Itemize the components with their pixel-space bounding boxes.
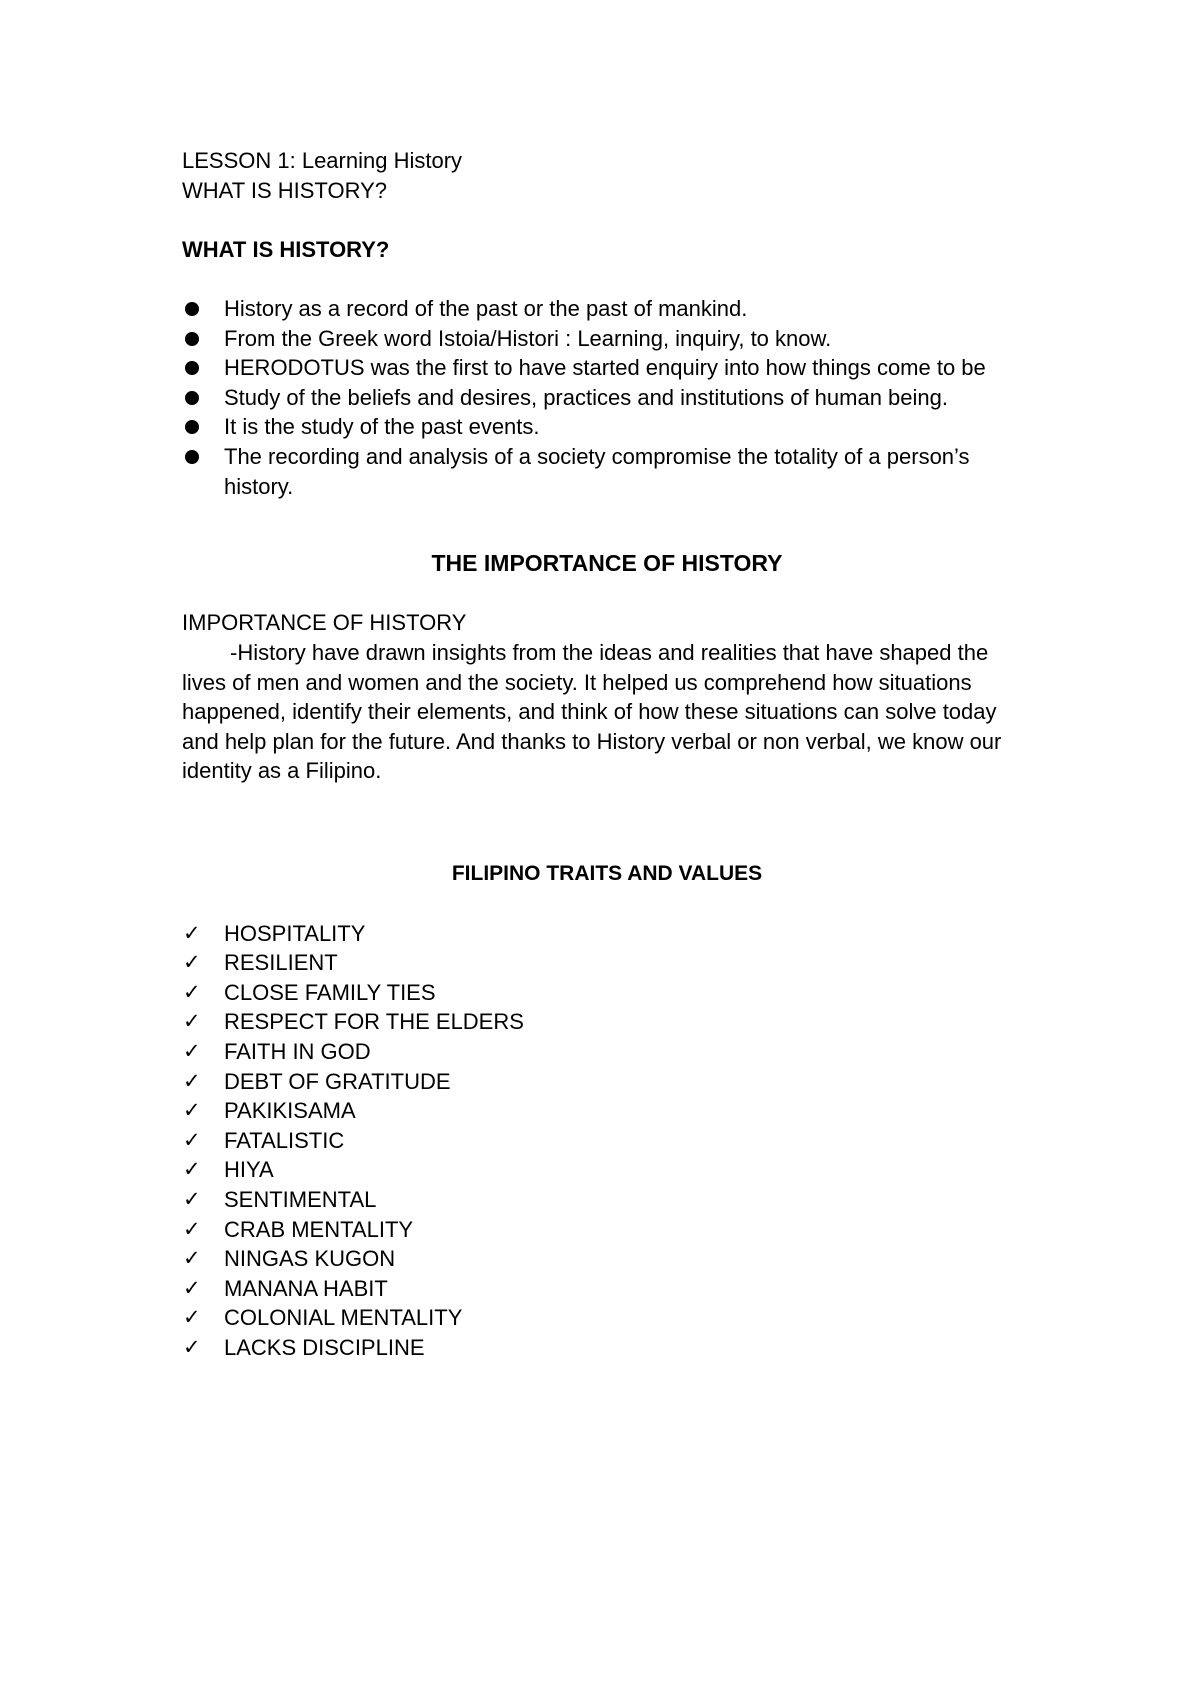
traits-section-title: FILIPINO TRAITS AND VALUES xyxy=(451,862,763,886)
trait-text: FAITH IN GOD xyxy=(224,1039,371,1065)
bullet-icon xyxy=(185,361,199,375)
list-item xyxy=(182,294,1032,324)
checkmark-icon: ✓ xyxy=(183,979,201,1004)
importance-section-title: THE IMPORTANCE OF HISTORY xyxy=(431,550,783,577)
trait-text: SENTIMENTAL xyxy=(224,1187,377,1212)
bullet-text: It is the study of the past events. xyxy=(224,414,540,440)
bullet-text: HERODOTUS was the first to have started enquiry into how things come to be xyxy=(224,355,986,381)
lesson-subtitle: WHAT IS HISTORY? xyxy=(182,177,387,203)
trait-text: PAKIKISAMA xyxy=(224,1098,356,1124)
bullet-text: The recording and analysis of a society compromise the totality of a person’s history. xyxy=(224,443,970,499)
spacer xyxy=(182,579,1032,609)
spacer xyxy=(182,501,1032,549)
list-item xyxy=(182,919,1032,949)
checkmark-icon: ✓ xyxy=(183,1068,201,1093)
list-item xyxy=(182,1185,1032,1215)
history-bullet-list xyxy=(182,294,1032,501)
checkmark-icon: ✓ xyxy=(183,1305,201,1330)
checkmark-icon: ✓ xyxy=(183,1009,201,1034)
trait-text: FATALISTIC xyxy=(224,1127,345,1153)
trait-text: HIYA xyxy=(224,1157,274,1183)
spacer xyxy=(182,786,1032,830)
checkmark-icon: ✓ xyxy=(183,920,201,945)
spacer xyxy=(182,889,1032,919)
importance-heading: IMPORTANCE OF HISTORY xyxy=(182,610,467,636)
what-is-history-heading: WHAT IS HISTORY? xyxy=(182,236,390,262)
bullet-icon xyxy=(185,420,199,434)
trait-text: DEBT OF GRATITUDE xyxy=(224,1068,451,1094)
list-item xyxy=(182,1037,1032,1067)
trait-text: CRAB MENTALITY xyxy=(224,1216,414,1242)
trait-text: CLOSE FAMILY TIES xyxy=(224,979,436,1005)
bullet-text: From the Greek word Istoia/Histori : Learning, inquiry, to know. xyxy=(224,325,832,351)
checkmark-icon: ✓ xyxy=(183,1098,201,1123)
trait-text: RESPECT FOR THE ELDERS xyxy=(224,1009,524,1035)
list-item xyxy=(182,383,1032,413)
list-item xyxy=(182,353,1032,383)
traits-check-list xyxy=(182,919,1032,1363)
checkmark-icon: ✓ xyxy=(183,1187,201,1211)
spacer xyxy=(182,830,1032,860)
list-item xyxy=(182,412,1032,442)
trait-text: RESILIENT xyxy=(224,950,338,976)
list-item xyxy=(182,1333,1032,1363)
trait-text: MANANA HABIT xyxy=(224,1275,388,1301)
bullet-text: History as a record of the past or the past of mankind. xyxy=(224,295,748,321)
bullet-icon xyxy=(185,391,199,405)
bullet-icon xyxy=(185,450,199,464)
checkmark-icon: ✓ xyxy=(183,1127,201,1152)
checkmark-icon: ✓ xyxy=(183,1246,201,1271)
list-item xyxy=(182,324,1032,354)
trait-text: NINGAS KUGON xyxy=(224,1246,396,1272)
spacer xyxy=(182,205,1032,235)
checkmark-icon: ✓ xyxy=(183,950,201,975)
list-item xyxy=(182,1303,1032,1333)
bullet-text: Study of the beliefs and desires, practices and institutions of human being. xyxy=(224,384,948,410)
checkmark-icon: ✓ xyxy=(183,1275,201,1300)
spacer xyxy=(182,264,1032,294)
checkmark-icon: ✓ xyxy=(183,1039,201,1064)
trait-text: COLONIAL MENTALITY xyxy=(224,1305,463,1331)
list-item xyxy=(182,1274,1032,1304)
list-item xyxy=(182,442,1032,501)
lesson-title: LESSON 1: Learning History xyxy=(182,148,463,173)
trait-text: HOSPITALITY xyxy=(224,920,366,946)
list-item xyxy=(182,948,1032,978)
list-item xyxy=(182,1126,1032,1156)
list-item xyxy=(182,1096,1032,1126)
bullet-icon xyxy=(185,302,199,316)
checkmark-icon: ✓ xyxy=(183,1334,201,1359)
list-item xyxy=(182,1215,1032,1245)
checkmark-icon: ✓ xyxy=(183,1157,201,1182)
trait-text: LACKS DISCIPLINE xyxy=(224,1334,425,1360)
list-item xyxy=(182,978,1032,1008)
importance-paragraph: -History have drawn insights from the ideas and realities that have shaped the lives of men and women and the society. It helped us comprehend how situations happened, identify their elements, and think of how these situations can solve today and help plan for the future. And thanks to History verbal or non verbal, we know our identity as a Filipino. xyxy=(182,639,1002,784)
bullet-icon xyxy=(185,332,199,346)
document-content xyxy=(182,146,1032,1363)
checkmark-icon: ✓ xyxy=(183,1216,201,1241)
list-item xyxy=(182,1067,1032,1097)
list-item xyxy=(182,1007,1032,1037)
list-item xyxy=(182,1244,1032,1274)
list-item xyxy=(182,1155,1032,1185)
